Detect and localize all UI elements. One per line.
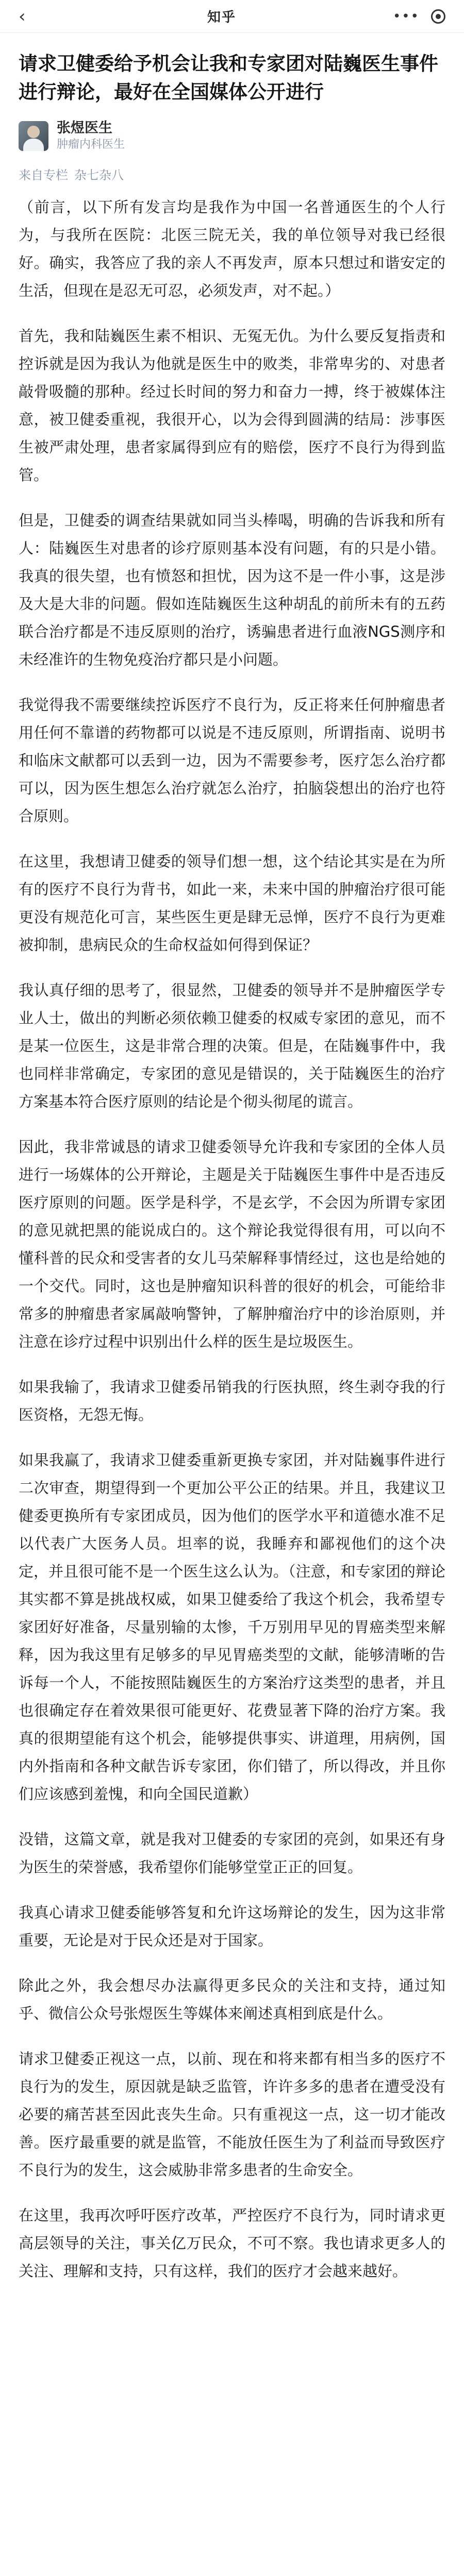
paragraph: 首先，我和陆巍医生素不相识、无冤无仇。为什么要反复指责和控诉就是因为我认为他就是医生中的败类，非常卑劣的、对患者敲骨吸髓的那种。经过长时间的努力和奋力一搏，终于被媒体注意，被卫健委重视，我很开心，以为会得到圆满的结局：涉事医生被严肃处理，患者家属得到应有的赔偿，医疗不良行为得到监管。	[19, 327, 445, 484]
article-title: 请求卫健委给予机会让我和专家团对陆巍医生事件进行辩论，最好在全国媒体公开进行	[19, 53, 438, 103]
paragraph: 我觉得我不需要继续控诉医疗不良行为，反正将来任何肿瘤患者用任何不靠谱的药物都可以说是不违反原则，所谓指南、说明书和临床文献都可以丢到一边，因为不需要参考，医疗怎么治疗都可以，因为医生想怎么治疗就怎么治疗，拍脑袋想出的治疗也符合原则。	[19, 696, 445, 825]
back-arrow-icon[interactable]: ‹	[19, 6, 26, 27]
paragraph: 我认真仔细的思考了，很显然，卫健委的领导并不是肿瘤医学专业人士，做出的判断必须依赖卫健委的权威专家团的意见，而不是某一位医生，这是非常合理的决策。但是，在陆巍事件中，我也同样非常确定，专家团的意见是错误的，关于陆巍医生的治疗方案基本符合医疗原则的结论是个彻头彻尾的谎言。	[19, 981, 445, 1110]
paragraph: 没错，这篇文章，就是我对卫健委的专家团的亮剑，如果还有身为医生的荣誉感，我希望你们能够堂堂正正的回复。	[19, 1831, 445, 1876]
column-name[interactable]: 杂七杂八	[74, 168, 124, 182]
paragraph: 请求卫健委正视这一点，以前、现在和将来都有相当多的医疗不良行为的发生，原因就是缺乏监管，许许多多的患者在遭受没有必要的痛苦甚至因此丧失生命。只有重视这一点，这一切才能改善。医疗最重要的就是监管，不能放任医生为了利益而导致医疗不良行为的发生，这会威胁非常多患者的生命安全。	[19, 2050, 445, 2179]
author-name[interactable]: 张煜医生	[57, 120, 112, 136]
top-navigation-bar	[0, 0, 464, 33]
paragraph: 如果我输了，我请求卫健委吊销我的行医执照，终生剥夺我的行医资格，无怨无悔。	[19, 1378, 445, 1423]
article-container	[0, 33, 464, 2285]
more-options-icon[interactable]: •••	[392, 8, 420, 24]
paragraph: （前言，以下所有发言均是我作为中国一名普通医生的个人行为，与我所在医院：北医三院无关，我的单位领导对我已经很好。确实，我答应了我的亲人不再发声，原本只想过和谐安定的生活，但现在是忍无可忍，必须发声，对不起。）	[19, 198, 445, 299]
paragraph: 如果我赢了，我请求卫健委重新更换专家团，并对陆巍事件进行二次审查，期望得到一个更加公平公正的结果。并且，我建议卫健委更换所有专家团成员，因为他们的医学水平和道德水准不足以代表广大医务人员。坦率的说，我睡弃和鄙视他们的这个决定，并且很可能不是一个医生这么认为。（注意，和专家团的辩论其实都不算是挑战权威，如果卫健委给了我这个机会，我希望专家团好好准备，尽量别输的太惨，千万别用早见的胃癌类型来解释，因为我这里有足够多的早见胃癌类型的文献，能够清晰的告诉每一个人，不能按照陆巍医生的方案治疗这类型的患者，并且也很确定存在着效果很可能更好、花费显著下降的治疗方案。我真的很期望能有这个机会，能够提供事实、讲道理，用病例，国内外指南和各种文献告诉专家团，你们错了，所以得改，并且你们应该感到羞愧，和向全国民道歉）	[19, 1451, 445, 1803]
author-card[interactable]	[19, 120, 445, 152]
paragraph: 我真心请求卫健委能够答复和允许这场辩论的发生，因为这非常重要，无论是对于民众还是对于国家。	[19, 1904, 445, 1949]
article-body	[19, 193, 445, 2285]
author-bio: 肿瘤内科医生	[57, 138, 125, 151]
paragraph: 在这里，我再次呼吁医疗改革，严控医疗不良行为，同时请求更高层领导的关注，事关亿万民众，不可不察。我也请求更多人的关注、理解和支持，只有这样，我们的医疗才会越来越好。	[19, 2207, 445, 2280]
column-prefix: 来自专栏	[19, 168, 68, 182]
column-source[interactable]	[19, 165, 445, 183]
topbar-actions	[384, 9, 445, 24]
paragraph: 除此之外，我会想尽办法赢得更多民众的关注和支持，通过知乎、微信公众号张煜医生等媒体来阐述真相到底是什么。	[19, 1977, 445, 2022]
close-target-icon[interactable]	[431, 9, 445, 24]
paragraph: 在这里，我想请卫健委的领导们想一想，这个结论其实是在为所有的医疗不良行为背书，如此一来，未来中国的肿瘤治疗很可能更没有规范化可言，某些医生更是肆无忌惮，医疗不良行为更难被抑制，患病民众的生命权益如何得到保证？	[19, 853, 445, 954]
app-title: 知乎	[207, 10, 236, 25]
paragraph: 但是，卫健委的调查结果就如同当头棒喝，明确的告诉我和所有人：陆巍医生对患者的诊疗原则基本没有问题，有的只是小错。我真的很失望，也有愤怒和担忧，因为这不是一件小事，这是涉及大是大非的问题。假如连陆巍医生这种胡乱的前所未有的五药联合治疗都是不违反原则的治疗，诱骗患者进行血液NGS测序和未经准许的生物免疫治疗都只是小问题。	[19, 512, 445, 668]
paragraph: 因此，我非常诚恳的请求卫健委领导允许我和专家团的全体人员进行一场媒体的公开辩论，主题是关于陆巍医生事件中是否违反医疗原则的问题。医学是科学，不是玄学，不会因为所谓专家团的意见就把黑的能说成白的。这个辩论我觉得很有用，可以向不懂科普的民众和受害者的女儿马荣解释事情经过，这也是给她的一个交代。同时，这也是肿瘤知识科普的很好的机会，可能给非常多的肿瘤患者家属敲响警钟，了解肿瘤治疗中的诊治原则，并注意在诊疗过程中识别出什么样的医生是垃圾医生。	[19, 1138, 445, 1350]
author-info	[57, 120, 125, 152]
author-avatar[interactable]	[19, 121, 48, 151]
